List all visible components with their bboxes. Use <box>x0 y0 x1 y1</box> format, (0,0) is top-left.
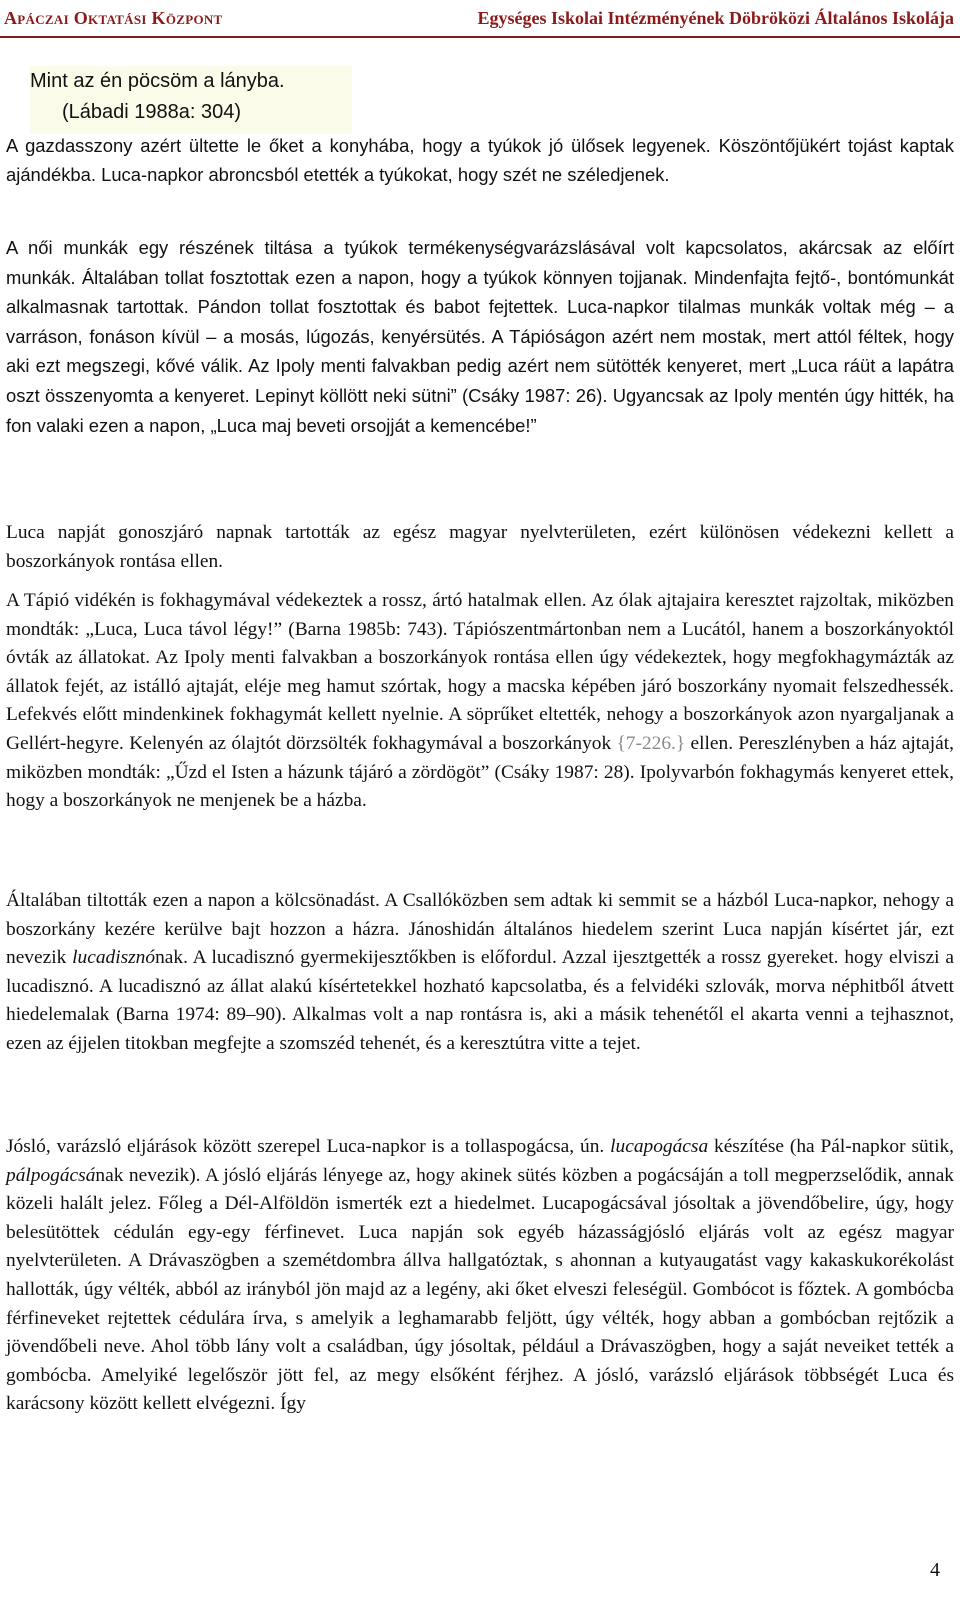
paragraph-6-text-b: készítése (ha Pál-napkor sütik, <box>708 1136 955 1157</box>
paragraph-5-text-a: Általában tiltották ezen a napon a kölcsönadást. A Csallóközben sem adtak ki semmit se a házból Luca-napkor, nehogy a boszorkány kezére kerülve bajt hozzon a házra. Jánoshidán általános hiedelem szerint Luca napján kísértet jár, ezt nevezik <box>6 890 954 969</box>
paragraph-5-italic-term: lucadisznó <box>72 947 156 969</box>
paragraph-5 <box>6 887 954 1059</box>
paragraph-2-text: A női munkák egy részének tiltása a tyúkok termékenységvarázslásával volt kapcsolatos, akárcsak az előírt munkák. Általában tollat fosztottak ezen a napon, hogy a tyúkok könnyen tojjanak. Mindenfajta fejtő-, bontómunkát alkalmasnak tartottak. Pándon tollat fosztottak és babot fejtettek. Luca-napkor tilalmas munkák voltak még – a varráson, fonáson kívül – a mosás, lúgozás, kenyérsütés. A Tápióságon azért nem mostak, mert attól féltek, hogy aki ezt megszegi, kővé válik. Az Ipoly menti falvakban pedig azért nem sütötték kenyeret, mert „Luca ráüt a lapátra oszt összenyomta a kenyeret. Lepinyt köllött neki sütni” (Csáky 1987: 26). Ugyancsak az Ipoly mentén úgy hitték, ha fon valaki ezen a napon, „Luca maj beveti orsojját a kemencébe!” <box>6 237 954 436</box>
paragraph-5-text-b: nak. A lucadisznó gyermekijesztőkben is előfordul. Azzal ijesztgették a rossz gyereket. hogy elviszi a lucadisznó. A lucadisznó az állat alakú kísértetekkel hozható kapcsolatba, és a felvidéki szlovák, morva néphitből átvett hiedelemalak (Barna 1974: 89–90). Alkalmas volt a nap rontásra is, aki a másik tehenétől el akarta venni a tejhasznot, ezen az éjjelen titokban megfejte a szomszéd tehenét, és a keresztútra vitte a tejet. <box>6 947 954 1054</box>
paragraph-6-text-c: nak nevezik). A jósló eljárás lényege az, hogy akinek sütés közben a pogácsáján a toll megperzselődik, annak közeli halált jelez. Főleg a Dél-Alföldön ismerték ezt a hiedelmet. Lucapogácsával jósoltak a jövendőbelire, úgy, hogy belesütöttek cédulán egy-egy férfinevet. Luca napján sok egyéb házasságjósló eljárás volt az egész magyar nyelvterületen. A Drávaszögben a szemétdombra állva hallgatóztak, s ahonnan a kutyaugatást vagy kakaskukorékolást hallották, úgy vélték, abból az irányból jön majd az a legény, aki őket elveszi feleségül. Gombócot is főztek. A gombócba férfineveket rejtettek cédulára írva, s amelyik a leghamarabb feljött, úgy vélték, hogy abban a gombócban rejtőzik a jövendőbeli neve. Ahol több lány volt a családban, úgy jósoltak, például a Drávaszögben, hogy a saját neveiket tették a gombócba. Amelyiké legelőször jött fel, az megy elsőként férjhez. A jósló, varázsló eljárások többségét Luca és karácsony között kellett elvégezni. Így <box>6 1164 954 1415</box>
paragraph-6-italic-term-2: pálpogácsá <box>6 1164 96 1186</box>
paragraph-6-italic-term-1: lucapogácsa <box>610 1136 709 1157</box>
reference-marker[interactable]: {7-226.} <box>616 732 686 754</box>
page-header <box>0 0 960 38</box>
paragraph-1: A gazdasszony azért ültette le őket a konyhába, hogy a tyúkok jó ülősek legyenek. Köszöntőjükért tojást kaptak ajándékba. Luca-napkor abroncsból etették a tyúkokat, hogy szét ne széledjenek. <box>6 135 954 185</box>
paragraph-6-text-a: Jósló, varázsló eljárások között szerepel Luca-napkor is a tollaspogácsa, ún. <box>6 1136 611 1157</box>
quote-citation: (Lábadi 1988a: 304) <box>62 101 242 123</box>
paragraph-2 <box>6 234 954 441</box>
paragraph-4-text-a: A Tápió vidékén is fokhagymával védekeztek a rossz, ártó hatalmak ellen. Az ólak ajtajaira keresztet rajzoltak, miközben mondták: „Luca, Luca távol légy!” (Barna 1985b: 743). Tápiószentmártonban nem a Lucától, hanem a boszorkányoktól óvták az állatokat. Az Ipoly menti falvakban a boszorkányok rontása ellen úgy védekeztek, hogy megfokhagymázták az állatok fejét, az istálló ajtaját, eléje meg hamut szórtak, hogy a macska képében járó boszorkány nyomait felszedhessék. Lefekvés előtt mindenkinek fokhagymát kellett nyelnie. A söprűket eltették, nehogy a boszorkányok azon nyargaljanak a Gellért-hegyre. Kelenyén az ólajtót dörzsölték fokhagymával a boszorkányok <box>6 590 954 754</box>
paragraph-6 <box>6 1133 954 1419</box>
page-number: 4 <box>930 1559 940 1581</box>
paragraph-4 <box>6 587 954 816</box>
paragraph-3: Luca napját gonoszjáró napnak tartották az egész magyar nyelvterületen, ezért különösen védekezni kellett a boszorkányok rontása ellen. <box>6 522 954 572</box>
header-school: Egységes Iskolai Intézményének Döbröközi Általános Iskolája <box>477 8 954 28</box>
paragraph-4-text-b: ellen. Pereszlényben a ház ajtaját, miközben mondták: „Űzd el Isten a házunk tájáró a zördögöt” (Csáky 1987: 28). Ipolyvarbón fokhagymás kenyeret ettek, hogy a boszorkányok ne menjenek be a házba. <box>6 732 954 812</box>
header-institution: Apáczai Oktatási Központ <box>4 8 223 28</box>
quote-line-1: Mint az én pöcsöm a lányba. <box>30 70 285 92</box>
